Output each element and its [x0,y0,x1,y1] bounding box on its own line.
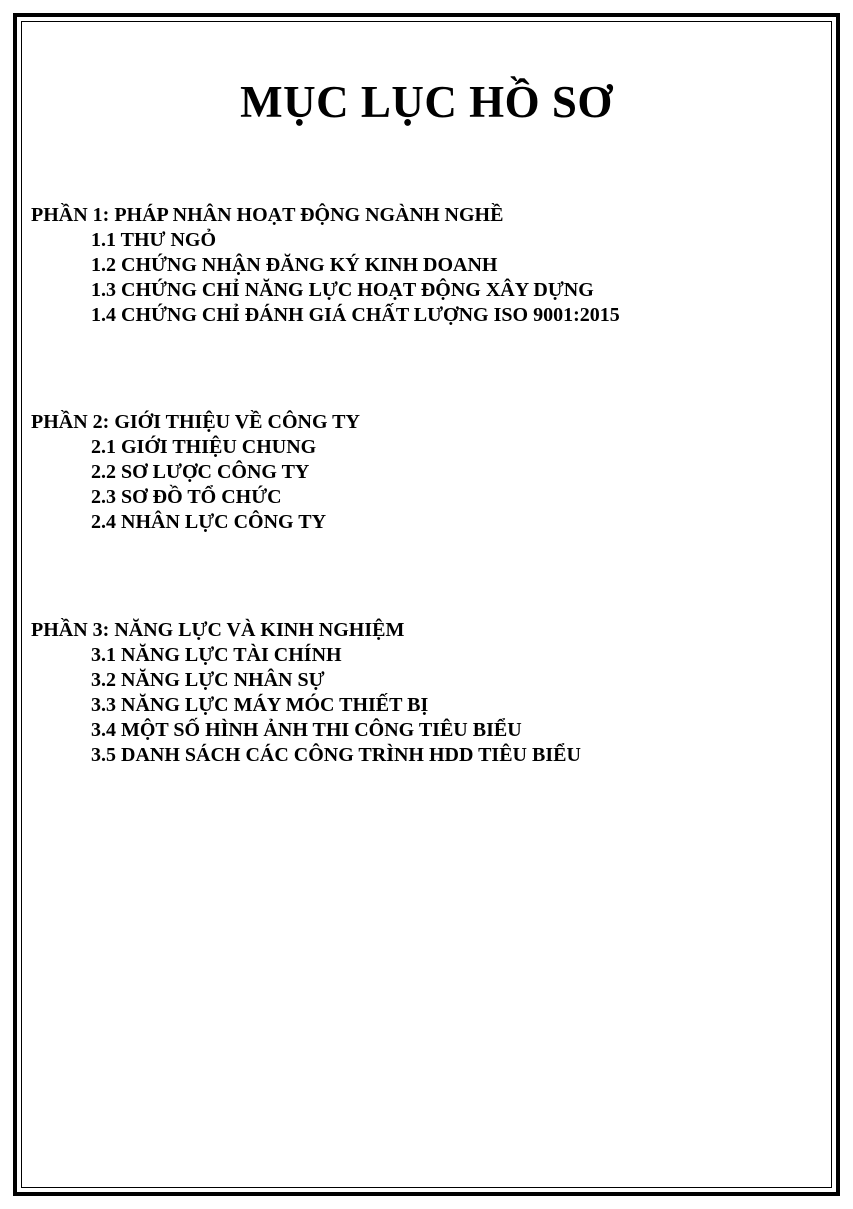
section-3-item-1: 3.1 NĂNG LỰC TÀI CHÍNH [91,644,342,666]
section-2 [31,410,811,535]
section-3-item-5: 3.5 DANH SÁCH CÁC CÔNG TRÌNH HDD TIÊU BIỂU [91,744,581,766]
section-1-item-4: 1.4 CHỨNG CHỈ ĐÁNH GIÁ CHẤT LƯỢNG ISO 9001:2015 [91,304,620,326]
section-3-item-4: 3.4 MỘT SỐ HÌNH ẢNH THI CÔNG TIÊU BIỂU [91,719,522,741]
section-3-item-3: 3.3 NĂNG LỰC MÁY MÓC THIẾT BỊ [91,694,429,716]
section-1-heading: PHẦN 1: PHÁP NHÂN HOẠT ĐỘNG NGÀNH NGHỀ [31,204,504,226]
section-2-item-3: 2.3 SƠ ĐỒ TỔ CHỨC [91,486,282,508]
page-inner-border [21,21,832,1188]
document-title: MỤC LỤC HỒ SƠ [240,77,613,127]
section-1 [31,203,811,328]
section-1-item-2: 1.2 CHỨNG NHẬN ĐĂNG KÝ KINH DOANH [91,254,498,276]
section-2-item-2: 2.2 SƠ LƯỢC CÔNG TY [91,461,310,483]
section-3-item-2: 3.2 NĂNG LỰC NHÂN SỰ [91,669,325,691]
section-2-item-4: 2.4 NHÂN LỰC CÔNG TY [91,511,327,533]
section-1-item-3: 1.3 CHỨNG CHỈ NĂNG LỰC HOẠT ĐỘNG XÂY DỰNG [91,279,594,301]
section-1-item-1: 1.1 THƯ NGỎ [91,229,217,251]
section-3 [31,618,811,768]
section-2-item-1: 2.1 GIỚI THIỆU CHUNG [91,436,317,458]
section-3-heading: PHẦN 3: NĂNG LỰC VÀ KINH NGHIỆM [31,619,405,641]
section-2-heading: PHẦN 2: GIỚI THIỆU VỀ CÔNG TY [31,411,360,433]
